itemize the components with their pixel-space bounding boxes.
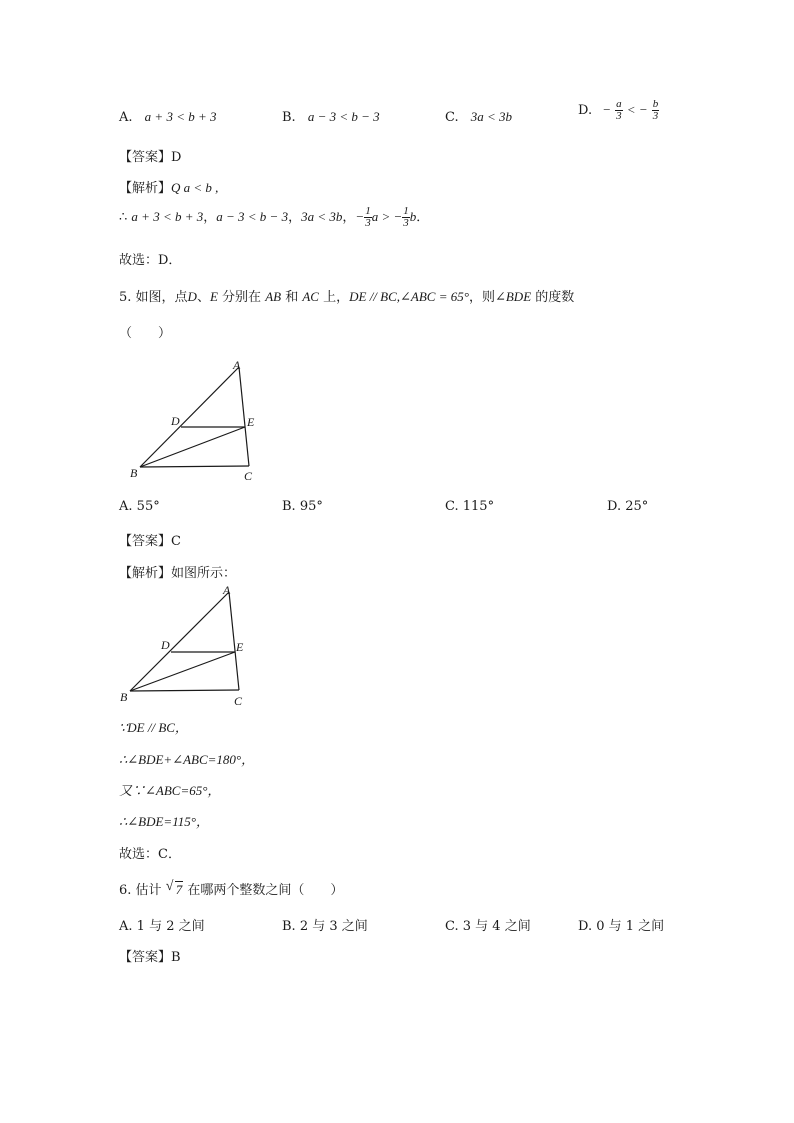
- q5-condition: DE // BC,∠ABC = 65°: [349, 289, 469, 304]
- q5-option-c: C. 115°: [445, 499, 495, 514]
- q5-step-3: 又∵∠ABC=65°，: [119, 783, 221, 798]
- q6-option-b: B. 2 与 3 之间: [282, 919, 368, 934]
- q6-option-c: C. 3 与 4 之间: [445, 919, 531, 934]
- q5-stem: 5. 如图，点D、E 分别在 AB 和 AC 上，DE // BC,∠ABC = 65°，则∠BDE 的度数: [119, 289, 575, 305]
- q4-analysis: [119, 177, 218, 196]
- derivation-expr: 3a < 3b: [301, 209, 343, 224]
- label-e: E: [236, 640, 244, 654]
- segment-be: [130, 652, 235, 691]
- label-c: C: [234, 694, 243, 708]
- q5-step-1: ∵DE // BC，: [119, 720, 188, 735]
- q5-option-d: D. 25°: [607, 499, 649, 514]
- q5-option-b: B. 95°: [282, 499, 323, 514]
- segment-bc: [140, 466, 249, 467]
- label-c: C: [244, 469, 253, 483]
- segment-bc: [130, 690, 239, 691]
- label-d: D: [171, 414, 180, 428]
- analysis-label: 【解析】: [119, 181, 172, 196]
- segment-ab: [140, 367, 239, 467]
- q4-answer: 【答案】D: [119, 150, 182, 165]
- option-minus: −: [602, 102, 612, 117]
- q6-option-d: D. 0 与 1 之间: [578, 919, 665, 934]
- derivation-fraction: $\frac{1}{3}$: [403, 205, 409, 229]
- sqrt-expression: √ 7: [165, 879, 183, 897]
- analysis-given: Q a < b ,: [171, 180, 219, 195]
- q4-option-b: [282, 109, 380, 125]
- option-letter: D.: [578, 103, 593, 118]
- derivation-fraction: $\frac{1}{3}$: [365, 205, 371, 229]
- label-b: B: [120, 690, 128, 704]
- q4-option-c: [445, 109, 512, 125]
- q5-answer: 【答案】C: [119, 534, 181, 549]
- option-expression: a − 3 < b − 3: [307, 109, 380, 124]
- derivation-expr: a − 3 < b − 3: [216, 209, 289, 224]
- option-expression: 3a < 3b: [470, 109, 513, 124]
- option-letter: C.: [445, 110, 459, 125]
- label-b: B: [130, 466, 138, 480]
- q5-triangle-figure: [125, 355, 265, 485]
- label-a: A: [223, 583, 231, 597]
- q4-choice: 故选：D．: [119, 253, 182, 268]
- q5-step-4: ∴∠BDE=115°，: [119, 814, 209, 829]
- option-fraction-a: $\frac{a}{3}$: [616, 98, 622, 122]
- option-expression: a + 3 < b + 3: [144, 109, 217, 124]
- q4-option-a: [119, 109, 217, 125]
- q5-option-a: A. 55°: [119, 499, 160, 514]
- label-a: A: [233, 358, 241, 372]
- segment-be: [140, 427, 245, 467]
- q5-step-2: ∴∠BDE+∠ABC=180°，: [119, 752, 255, 767]
- label-d: D: [161, 638, 170, 652]
- q5-paren: （ ）: [119, 326, 172, 341]
- option-letter: A.: [119, 110, 133, 125]
- segment-ab: [130, 592, 229, 691]
- q4-derivation: ∴ a + 3 < b + 3，a − 3 < b − 3，3a < 3b，− $\frac{1}{3}$ a > − $\frac{1}{3}$ b．: [119, 205, 430, 229]
- q5-analysis-label: 【解析】如图所示：: [119, 566, 237, 581]
- q5-solution-figure: [115, 580, 255, 712]
- q5-choice: 故选：C．: [119, 847, 181, 862]
- q6-stem: 6. 估计 √ 7 在哪两个整数之间（ ）: [119, 879, 344, 898]
- option-relation: < −: [626, 102, 648, 117]
- derivation-expr: a + 3 < b + 3: [131, 209, 204, 224]
- option-letter: B.: [282, 110, 296, 125]
- q6-option-a: A. 1 与 2 之间: [119, 919, 205, 934]
- radical-sign: √: [165, 879, 174, 894]
- option-fraction-b: $\frac{b}{3}$: [652, 98, 659, 122]
- q4-option-d: [578, 99, 659, 122]
- q6-answer: 【答案】B: [119, 950, 181, 965]
- label-e: E: [247, 415, 255, 429]
